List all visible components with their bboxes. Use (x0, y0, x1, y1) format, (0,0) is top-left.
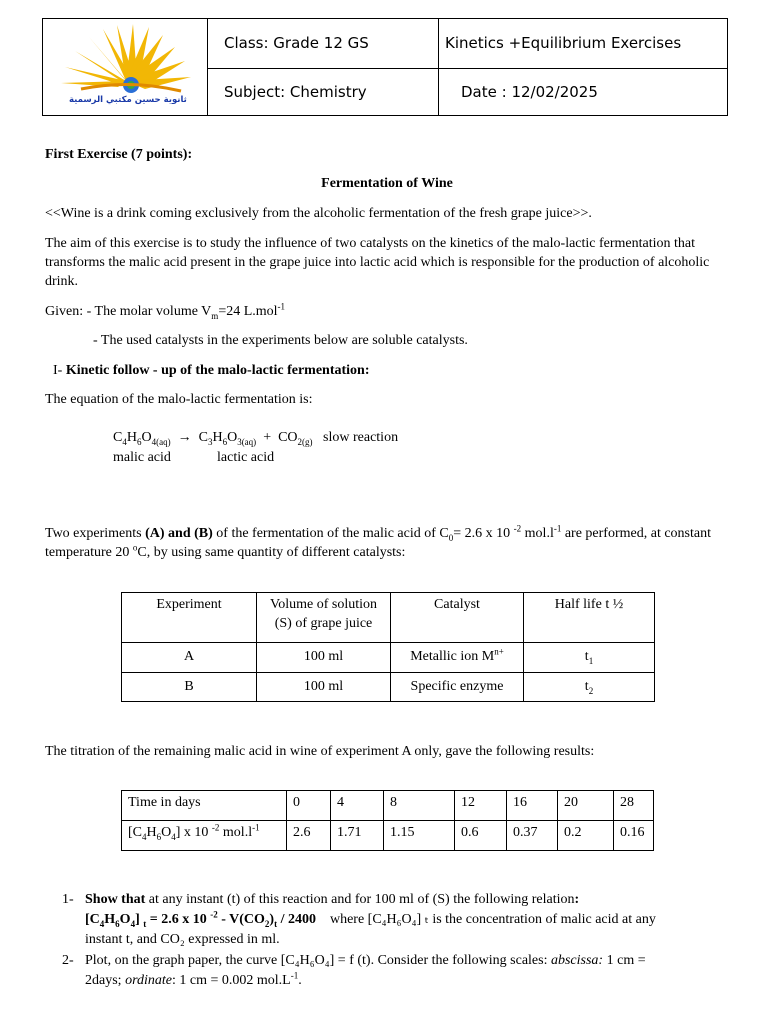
intro-quote: <<Wine is a drink coming exclusively from the alcoholic fermentation of the fresh grape juice>>. (45, 206, 592, 221)
part-one-heading: I- Kinetic follow - up of the malo-lactic fermentation: (53, 363, 370, 378)
reactant-label: malic acid (113, 450, 171, 465)
exercise-subtitle: Fermentation of Wine (321, 176, 453, 191)
titration-table (121, 790, 654, 851)
titration-intro: The titration of the remaining malic acid in wine of experiment A only, gave the following results: (45, 744, 595, 759)
date-label: Date : 12/02/2025 (461, 83, 598, 101)
equation-intro: The equation of the malo-lactic fermentation is: (45, 392, 313, 407)
sun-logo-icon (51, 23, 201, 95)
subject-label: Subject: Chemistry (224, 83, 367, 101)
arrow-icon: → (177, 430, 192, 445)
experiments-paragraph: Two experiments (A) and (B) of the fermentation of the malic acid of $C_0= 2.6$ x 10 $^{-2}$ $mol.l^{-1}$ are performed, at constant temperature 20 $^o$C, by using same quantity of different catalysts: (45, 523, 711, 560)
given-line-2: - The used catalysts in the experiments below are soluble catalysts. (93, 333, 468, 348)
given-line-1: Given: - The molar volume $V_m=24$ L.mol$^{-1}$ (45, 301, 286, 321)
product-label: lactic acid (217, 450, 275, 465)
table-header-row: Experiment Volume of solution (S) of grape juice Catalyst Half life t ½ (122, 593, 655, 643)
table-row: A 100 ml Metallic ion $M^{n+}$ $t_1$ (122, 643, 655, 673)
question-1-number: 1- (62, 892, 74, 907)
header-table (42, 18, 728, 116)
question-2: Plot, on the graph paper, the curve [C₄H₆O₄] = f (t). Consider the following scales: abscissa: 1 cm = 2days; ordinate: 1 cm = 0.002 $mol.L^{-1}$. (85, 953, 646, 988)
table-row-concentration: $[C_4H_6O_4]$ x 10 $^{-2}$ $mol.l^{-1}$ 2.6 1.71 1.15 0.6 0.37 0.2 0.16 (122, 821, 654, 851)
experiments-table (121, 592, 655, 702)
class-label: Class: Grade 12 GS (224, 34, 369, 52)
question-2-number: 2- (62, 953, 74, 968)
aim-paragraph: The aim of this exercise is to study the influence of two catalysts on the kinetics of the malo-lactic fermentation that transforms the malic acid present in the grape juice into lactic acid which is responsible for the production of alcoholic drink. (45, 236, 710, 289)
school-logo (51, 23, 201, 113)
question-1: Show that at any instant (t) of this reaction and for 100 ml of (S) the following relation: $[C_4H_6O_4] _t = 2.6$ x 10 $^{-2} - V(CO_2)_t / 2400$ where [C₄H₆O₄] ₜ is the concentration of malic acid at any instant t, and CO₂ expressed in ml. (85, 892, 656, 947)
logo-caption: ثانوية حسين مكتبي الرسمية (69, 95, 187, 105)
fermentation-equation: $C_4H_6O_{4(aq)} \to C_3H_6O_{3(aq)} + CO_{2(g)}$ slow reaction (113, 430, 399, 447)
document-title: Kinetics +Equilibrium Exercises (445, 34, 682, 52)
exercise-heading: First Exercise (7 points): (45, 147, 193, 162)
table-row: B 100 ml Specific enzyme $t_2$ (122, 673, 655, 702)
table-row-time: Time in days 0 4 8 12 16 20 28 (122, 791, 654, 821)
